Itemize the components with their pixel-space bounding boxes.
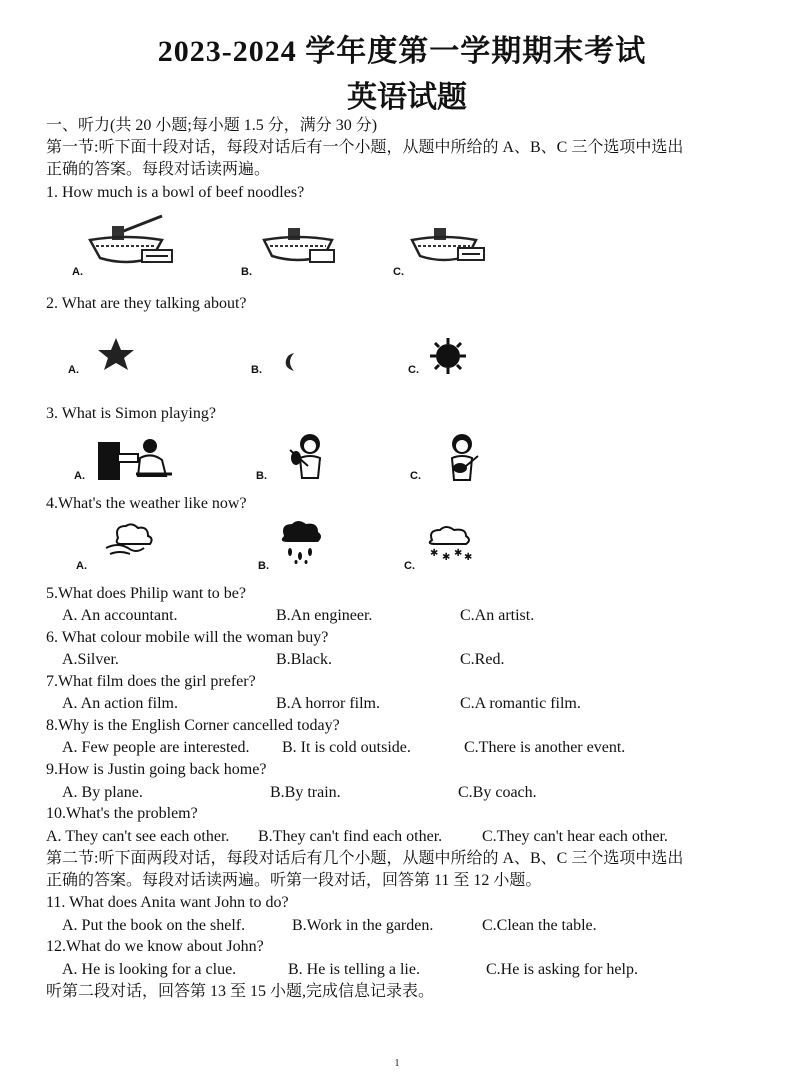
option-c: C.By coach. <box>458 784 537 801</box>
windy-icon <box>104 522 158 558</box>
option-a: A. By plane. <box>62 784 143 801</box>
svg-text:✱: ✱ <box>442 552 451 563</box>
closing-instruction: 听第二段对话，回答第 13 至 15 小题,完成信息记录表。 <box>46 983 435 1000</box>
option-a: A. Few people are interested. <box>62 739 250 756</box>
option-label: A. <box>68 364 79 376</box>
option-label: B. <box>241 266 252 278</box>
part2-intro-line1: 第二节:听下面两段对话，每段对话后有几个小题，从题中所给的 A、B、C 三个选项中选出 <box>46 850 684 867</box>
noodle-bowl-icon <box>262 226 342 270</box>
question-stem: 3. What is Simon playing? <box>46 405 216 422</box>
noodle-bowl-icon <box>86 212 178 270</box>
question-stem: 11. What does Anita want John to do? <box>46 894 289 911</box>
snowy-icon <box>424 524 476 564</box>
option-b: B.An engineer. <box>276 607 373 624</box>
moon-icon <box>284 352 300 372</box>
option-label: C. <box>408 364 419 376</box>
section-heading: 一、听力(共 20 小题;每小题 1.5 分，满分 30 分) <box>46 117 378 134</box>
svg-text:✱: ✱ <box>454 548 463 559</box>
svg-text:✱: ✱ <box>464 552 473 563</box>
svg-text:✱: ✱ <box>430 548 439 559</box>
part2-intro-line2: 正确的答案。每段对话读两遍。听第一段对话，回答第 11 至 12 小题。 <box>46 872 542 889</box>
option-b: B.Black. <box>276 651 332 668</box>
option-label: C. <box>393 266 404 278</box>
star-icon <box>96 336 136 372</box>
question-stem: 2. What are they talking about? <box>46 295 247 312</box>
option-label: A. <box>76 560 87 572</box>
page-number: 1 <box>394 1058 400 1069</box>
option-c: C.A romantic film. <box>460 695 581 712</box>
option-a: A. An accountant. <box>62 607 178 624</box>
option-a: A.Silver. <box>62 651 119 668</box>
guitar-icon <box>442 432 482 482</box>
option-label: B. <box>251 364 262 376</box>
option-a: A. He is looking for a clue. <box>62 961 237 978</box>
option-b: B.By train. <box>270 784 341 801</box>
noodle-bowl-icon <box>410 228 490 270</box>
part1-intro-line1: 第一节:听下面十段对话，每段对话后有一个小题，从题中所给的 A、B、C 三个选项中选出 <box>46 139 684 156</box>
question-stem: 10.What's the problem? <box>46 805 198 822</box>
option-a: A. Put the book on the shelf. <box>62 917 246 934</box>
question-stem: 7.What film does the girl prefer? <box>46 673 256 690</box>
exam-title: 2023-2024 学年度第一学期期末考试 <box>157 35 647 68</box>
option-c: C.He is asking for help. <box>486 961 638 978</box>
option-label: B. <box>258 560 269 572</box>
piano-icon <box>96 436 176 482</box>
option-label: A. <box>72 266 83 278</box>
option-b: B.They can't find each other. <box>258 828 443 845</box>
question-stem: 8.Why is the English Corner cancelled today? <box>46 717 340 734</box>
sun-icon <box>426 336 470 376</box>
option-label: C. <box>410 470 421 482</box>
option-c: C.Clean the table. <box>482 917 597 934</box>
question-stem: 5.What does Philip want to be? <box>46 585 246 602</box>
option-b: B. He is telling a lie. <box>288 961 420 978</box>
option-a: A. They can't see each other. <box>46 828 230 845</box>
violin-icon <box>286 432 326 480</box>
option-c: C.They can't hear each other. <box>482 828 668 845</box>
part1-intro-line2: 正确的答案。每段对话读两遍。 <box>46 161 271 178</box>
option-b: B.A horror film. <box>276 695 380 712</box>
option-a: A. An action film. <box>62 695 178 712</box>
question-stem: 6. What colour mobile will the woman buy? <box>46 629 329 646</box>
rainy-icon <box>276 518 324 564</box>
option-c: C.Red. <box>460 651 505 668</box>
option-b: B. It is cold outside. <box>282 739 411 756</box>
question-stem: 9.How is Justin going back home? <box>46 761 267 778</box>
question-stem: 4.What's the weather like now? <box>46 495 247 512</box>
option-label: A. <box>74 470 85 482</box>
option-label: B. <box>256 470 267 482</box>
exam-subtitle: 英语试题 <box>347 81 467 114</box>
option-label: C. <box>404 560 415 572</box>
option-c: C.There is another event. <box>464 739 626 756</box>
question-stem: 1. How much is a bowl of beef noodles? <box>46 184 305 201</box>
option-b: B.Work in the garden. <box>292 917 434 934</box>
question-stem: 12.What do we know about John? <box>46 938 264 955</box>
option-c: C.An artist. <box>460 607 535 624</box>
